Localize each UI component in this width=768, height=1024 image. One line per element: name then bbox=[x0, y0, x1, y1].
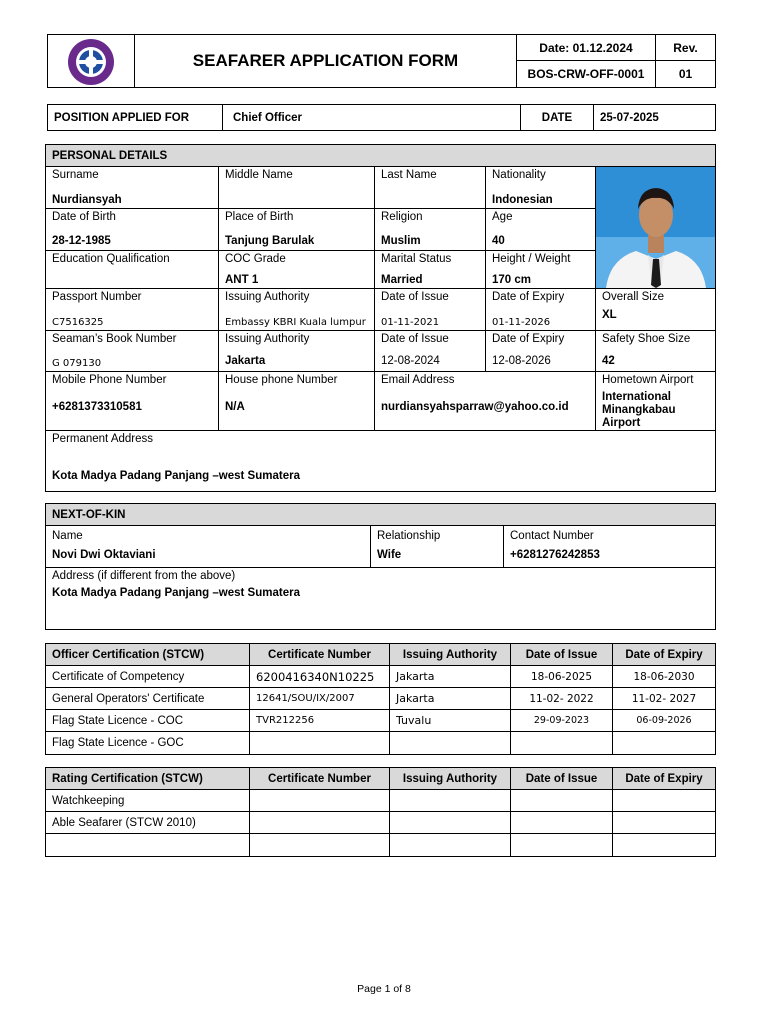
pob-value: Tanjung Barulak bbox=[225, 235, 315, 248]
kin-contact-label: Contact Number bbox=[510, 530, 594, 542]
religion-value: Muslim bbox=[381, 235, 421, 248]
officer-cert-authority: Tuvalu bbox=[390, 710, 511, 732]
seaman-authority-label: Issuing Authority bbox=[225, 333, 310, 345]
position-date-label: DATE bbox=[521, 105, 594, 131]
seaman-book-label: Seaman’s Book Number bbox=[52, 333, 177, 345]
rating-header-cert: Rating Certification (STCW) bbox=[46, 768, 250, 790]
seaman-expiry-cell bbox=[486, 331, 596, 372]
passport-authority-label: Issuing Authority bbox=[225, 291, 310, 303]
last-name-cell bbox=[375, 167, 486, 209]
rating-cert-authority bbox=[390, 834, 511, 857]
rating-cert-name: Able Seafarer (STCW 2010) bbox=[46, 812, 250, 834]
nationality-value: Indonesian bbox=[492, 194, 553, 206]
kin-name-value: Novi Dwi Oktaviani bbox=[52, 549, 156, 561]
shoe-size-value: 42 bbox=[602, 355, 615, 367]
height-weight-value: 170 cm bbox=[492, 273, 532, 286]
officer-header-expiry: Date of Expiry bbox=[613, 644, 716, 666]
rating-cert-number bbox=[250, 834, 390, 857]
officer-cert-number: 12641/SOU/IX/2007 bbox=[250, 688, 390, 710]
kin-address-value: Kota Madya Padang Panjang –west Sumatera bbox=[52, 587, 300, 599]
passport-cell bbox=[46, 289, 219, 331]
rating-cert-authority bbox=[390, 790, 511, 812]
rating-cert-name: Watchkeeping bbox=[46, 790, 250, 812]
seaman-issue-cell bbox=[375, 331, 486, 372]
email-label: Email Address bbox=[381, 374, 455, 386]
logo-cell bbox=[48, 35, 135, 88]
photo-cell bbox=[596, 167, 716, 289]
table-row bbox=[46, 790, 716, 812]
mobile-value: +6281373310581 bbox=[52, 401, 142, 413]
kin-name-label: Name bbox=[52, 530, 83, 542]
seaman-book-value: G 079130 bbox=[52, 358, 102, 369]
passport-issue-cell bbox=[375, 289, 486, 331]
officer-cert-expiry: 11-02- 2027 bbox=[613, 688, 716, 710]
officer-cert-issue: 18-06-2025 bbox=[511, 666, 613, 688]
hometown-airport-label: Hometown Airport bbox=[602, 374, 694, 386]
marital-label: Marital Status bbox=[381, 252, 452, 265]
personal-section-title: PERSONAL DETAILS bbox=[46, 145, 716, 167]
marital-cell bbox=[375, 250, 486, 288]
nationality-label: Nationality bbox=[492, 169, 546, 181]
passport-value: C7516325 bbox=[52, 317, 104, 328]
table-row bbox=[46, 710, 716, 732]
age-value: 40 bbox=[492, 235, 505, 248]
kin-address-cell bbox=[46, 568, 716, 630]
hometown-airport-value: International Minangkabau Airport bbox=[602, 391, 676, 429]
house-phone-label: House phone Number bbox=[225, 374, 338, 386]
rating-cert-authority bbox=[390, 812, 511, 834]
officer-cert-name: Flag State Licence - GOC bbox=[46, 732, 250, 755]
dob-value: 28-12-1985 bbox=[52, 235, 111, 248]
age-cell bbox=[486, 209, 596, 250]
email-cell bbox=[375, 372, 596, 431]
passport-expiry-cell bbox=[486, 289, 596, 331]
pob-label: Place of Birth bbox=[225, 211, 294, 224]
header-doc-code: BOS-CRW-OFF-0001 bbox=[517, 61, 656, 88]
house-phone-cell bbox=[219, 372, 375, 431]
passport-issue-label: Date of Issue bbox=[381, 291, 449, 303]
dob-label: Date of Birth bbox=[52, 211, 116, 224]
officer-cert-issue: 11-02- 2022 bbox=[511, 688, 613, 710]
header-rev-label: Rev. bbox=[656, 35, 716, 61]
surname-cell bbox=[46, 167, 219, 209]
passport-label: Passport Number bbox=[52, 291, 142, 303]
officer-cert-authority: Jakarta bbox=[390, 688, 511, 710]
shoe-size-cell bbox=[596, 331, 716, 372]
passport-expiry-label: Date of Expiry bbox=[492, 291, 565, 303]
rating-cert-name bbox=[46, 834, 250, 857]
position-label: POSITION APPLIED FOR bbox=[48, 105, 223, 131]
officer-cert-name: Flag State Licence - COC bbox=[46, 710, 250, 732]
officer-header-issue: Date of Issue bbox=[511, 644, 613, 666]
height-weight-cell bbox=[486, 250, 596, 288]
rating-cert-number bbox=[250, 812, 390, 834]
officer-cert-name: General Operators' Certificate bbox=[46, 688, 250, 710]
rating-certification-table bbox=[45, 767, 716, 857]
religion-cell bbox=[375, 209, 486, 250]
header-table bbox=[47, 34, 716, 88]
marital-value: Married bbox=[381, 273, 423, 286]
seaman-expiry-label: Date of Expiry bbox=[492, 333, 565, 345]
shoe-size-label: Safety Shoe Size bbox=[602, 333, 691, 345]
overall-size-label: Overall Size bbox=[602, 291, 664, 303]
dob-cell bbox=[46, 209, 219, 250]
kin-address-label: Address (if different from the above) bbox=[52, 570, 236, 582]
form-title: SEAFARER APPLICATION FORM bbox=[135, 35, 517, 88]
seaman-authority-cell bbox=[219, 331, 375, 372]
table-row bbox=[46, 812, 716, 834]
religion-label: Religion bbox=[381, 211, 423, 224]
seaman-authority-value: Jakarta bbox=[225, 355, 266, 367]
height-weight-label: Height / Weight bbox=[492, 252, 571, 265]
officer-certification-table bbox=[45, 643, 716, 755]
rating-cert-expiry bbox=[613, 790, 716, 812]
permanent-address-value: Kota Madya Padang Panjang –west Sumatera bbox=[52, 470, 300, 482]
page-number: Page 1 of 8 bbox=[357, 983, 411, 995]
coc-grade-label: COC Grade bbox=[225, 252, 286, 265]
position-value: Chief Officer bbox=[223, 105, 521, 131]
surname-label: Surname bbox=[52, 169, 99, 181]
passport-authority-cell bbox=[219, 289, 375, 331]
rating-header-expiry: Date of Expiry bbox=[613, 768, 716, 790]
rating-header-issue: Date of Issue bbox=[511, 768, 613, 790]
officer-cert-number: 6200416340N10225 bbox=[250, 666, 390, 688]
officer-cert-expiry: 06-09-2026 bbox=[613, 710, 716, 732]
coc-grade-value: ANT 1 bbox=[225, 273, 259, 286]
header-rev-value: 01 bbox=[656, 61, 716, 88]
education-cell bbox=[46, 250, 219, 288]
table-row bbox=[46, 732, 716, 755]
seaman-book-cell bbox=[46, 331, 219, 372]
middle-name-label: Middle Name bbox=[225, 169, 293, 181]
hometown-airport-cell bbox=[596, 372, 716, 431]
passport-authority-value: Embassy KBRI Kuala lumpur bbox=[225, 317, 366, 328]
surname-value: Nurdiansyah bbox=[52, 194, 122, 206]
last-name-label: Last Name bbox=[381, 169, 437, 181]
pob-cell bbox=[219, 209, 375, 250]
officer-cert-number bbox=[250, 732, 390, 755]
kin-contact-value: +6281276242853 bbox=[510, 549, 600, 561]
rating-cert-issue bbox=[511, 790, 613, 812]
officer-header-authority: Issuing Authority bbox=[390, 644, 511, 666]
table-row bbox=[46, 666, 716, 688]
kin-name-cell bbox=[46, 526, 371, 568]
age-label: Age bbox=[492, 211, 513, 224]
officer-cert-authority bbox=[390, 732, 511, 755]
rating-cert-number bbox=[250, 790, 390, 812]
nationality-cell bbox=[486, 167, 596, 209]
overall-size-cell bbox=[596, 289, 716, 331]
seaman-issue-label: Date of Issue bbox=[381, 333, 449, 345]
officer-cert-issue: 29-09-2023 bbox=[511, 710, 613, 732]
coc-grade-cell bbox=[219, 250, 375, 288]
house-phone-value: N/A bbox=[225, 401, 245, 413]
rating-cert-issue bbox=[511, 812, 613, 834]
officer-cert-expiry: 18-06-2030 bbox=[613, 666, 716, 688]
officer-cert-name: Certificate of Competency bbox=[46, 666, 250, 688]
kin-contact-cell bbox=[504, 526, 716, 568]
education-label: Education Qualification bbox=[52, 252, 170, 265]
officer-header-number: Certificate Number bbox=[250, 644, 390, 666]
email-value: nurdiansyahsparraw@yahoo.co.id bbox=[381, 401, 569, 413]
passport-expiry-value: 01-11-2026 bbox=[492, 317, 551, 328]
seaman-issue-value: 12-08-2024 bbox=[381, 355, 440, 367]
permanent-address-cell bbox=[46, 431, 716, 492]
kin-section-title: NEXT-OF-KIN bbox=[46, 504, 716, 526]
officer-cert-number: TVR212256 bbox=[250, 710, 390, 732]
position-table bbox=[47, 104, 716, 131]
rating-cert-expiry bbox=[613, 812, 716, 834]
position-date-value: 25-07-2025 bbox=[594, 105, 716, 131]
overall-size-value: XL bbox=[602, 309, 617, 321]
bos-logo-icon bbox=[65, 38, 117, 86]
rating-header-number: Certificate Number bbox=[250, 768, 390, 790]
officer-cert-issue bbox=[511, 732, 613, 755]
officer-cert-expiry bbox=[613, 732, 716, 755]
table-row bbox=[46, 688, 716, 710]
personal-details-table bbox=[45, 144, 716, 492]
rating-cert-expiry bbox=[613, 834, 716, 857]
kin-relationship-label: Relationship bbox=[377, 530, 441, 542]
rating-header-authority: Issuing Authority bbox=[390, 768, 511, 790]
kin-relationship-cell bbox=[371, 526, 504, 568]
rating-cert-issue bbox=[511, 834, 613, 857]
officer-header-cert: Officer Certification (STCW) bbox=[46, 644, 250, 666]
applicant-photo bbox=[596, 167, 716, 288]
next-of-kin-table bbox=[45, 503, 716, 630]
passport-issue-value: 01-11-2021 bbox=[381, 317, 440, 328]
officer-cert-authority: Jakarta bbox=[390, 666, 511, 688]
seaman-expiry-value: 12-08-2026 bbox=[492, 355, 551, 367]
mobile-label: Mobile Phone Number bbox=[52, 374, 167, 386]
permanent-address-label: Permanent Address bbox=[52, 433, 154, 445]
table-row bbox=[46, 834, 716, 857]
mobile-cell bbox=[46, 372, 219, 431]
header-date: Date: 01.12.2024 bbox=[517, 35, 656, 61]
middle-name-cell bbox=[219, 167, 375, 209]
kin-relationship-value: Wife bbox=[377, 549, 402, 561]
